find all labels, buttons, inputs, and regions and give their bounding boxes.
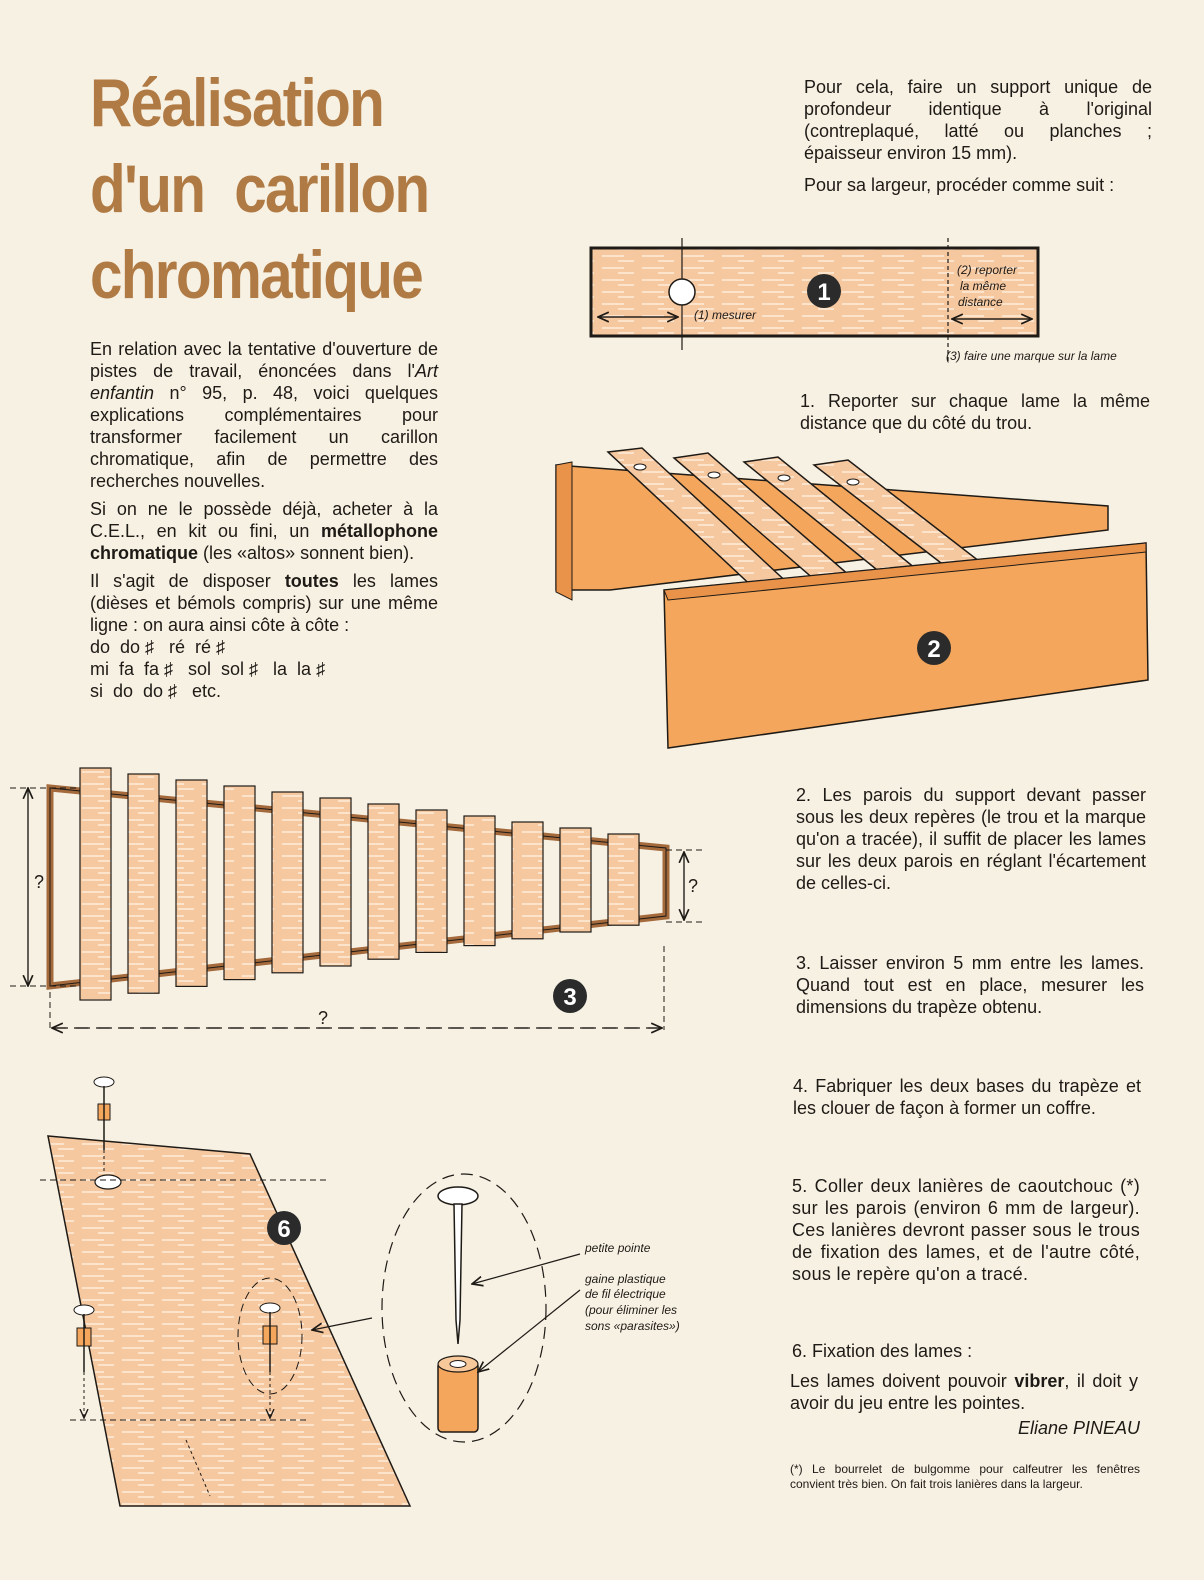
step-5: 5. Coller deux lanières de caoutchouc (*) sur les parois (environ 6 mm de largeur). Ces lanières devront passer sous le trous de fixation des lames, et de l'autre côté, sous le repère qu'on a tracé.: [792, 1176, 1140, 1284]
trapeze-bar: [512, 822, 543, 939]
badge-1-label: 1: [817, 279, 831, 306]
trapeze-bar: [320, 798, 351, 966]
height-question-left: ?: [34, 872, 45, 892]
figure-2-support: [556, 448, 1148, 748]
badge-3-label: 3: [563, 984, 577, 1011]
label-mark: (3) faire une marque sur la lame: [946, 349, 1117, 363]
back-wall-end: [556, 462, 572, 600]
label-report-3: distance: [958, 295, 1003, 309]
figure-6-fixation: [40, 1077, 680, 1506]
step-4: 4. Fabriquer les deux bases du trapèze et les clouer de façon à former un coffre.: [793, 1076, 1141, 1118]
arrow-pointe: [472, 1254, 580, 1284]
trapeze-bar: [560, 828, 591, 932]
notes-line-2: mi fa fa ♯ sol sol ♯ la la ♯: [90, 659, 326, 679]
trapeze-bar: [368, 804, 399, 959]
trapeze-bars: [80, 768, 639, 1000]
intro-paragraph-2: Si on ne le possède déjà, acheter à la C.E.L., en kit ou fini, un métallophone chromatique (les «altos» sonnent bien).: [90, 499, 438, 563]
notes-line-1: do do ♯ ré ré ♯: [90, 637, 226, 657]
title-line-1: Réalisation: [90, 65, 384, 141]
zoom-sleeve-hole: [450, 1361, 466, 1368]
width-question: ?: [318, 1008, 329, 1028]
bar-hole: [95, 1175, 121, 1189]
label-report-2: la même: [960, 279, 1007, 293]
badge-6-label: 6: [277, 1216, 291, 1243]
step-2: 2. Les parois du support devant passer sous les deux repères (le trou et la marque qu'on a tracée), il suffit de placer les lames sur les deux parois en réglant l'écartement de celles-ci.: [796, 785, 1146, 893]
figure-3-trapeze: [10, 768, 702, 1030]
trapeze-bar: [128, 774, 159, 993]
intro-paragraph-3: Il s'agit de disposer toutes les lames (dièses et bémols compris) sur une même ligne : on aura ainsi côte à côte :: [90, 571, 438, 635]
label-gaine-2: de fil électrique: [585, 1287, 666, 1301]
figure-1-bar: [591, 238, 1117, 363]
step-1: 1. Reporter sur chaque lame la même distance que du côté du trou.: [800, 391, 1150, 433]
trapeze-bar: [272, 792, 303, 973]
label-gaine-1: gaine plastique: [585, 1272, 666, 1286]
label-gaine-4: sons «parasites»): [585, 1319, 680, 1333]
trapeze-bar: [224, 786, 255, 980]
height-question-right: ?: [688, 876, 699, 896]
trapeze-bar: [464, 816, 495, 946]
title-line-3: chromatique: [90, 237, 423, 313]
label-report-1: (2) reporter: [957, 263, 1018, 277]
arrow-gaine: [478, 1290, 580, 1372]
trapeze-bar: [416, 810, 447, 952]
step-6-text: Les lames doivent pouvoir vibrer, il doit y avoir du jeu entre les pointes.: [790, 1371, 1139, 1413]
right-intro-paragraph-1: Pour cela, faire un support unique de profondeur identique à l'original (contreplaqué, latté ou planches ; épaisseur environ 15 mm).: [804, 77, 1152, 163]
zoom-nail-head: [438, 1187, 478, 1205]
step-6-title: 6. Fixation des lames :: [792, 1341, 973, 1361]
trapeze-bar: [608, 834, 639, 925]
trapeze-bar: [176, 780, 207, 986]
trapeze-bar: [80, 768, 111, 1000]
badge-2-label: 2: [927, 636, 941, 663]
label-measure: (1) mesurer: [694, 308, 757, 322]
intro-paragraph-1: En relation avec la tentative d'ouverture de pistes de travail, énoncées dans l'Art enfantin n° 95, p. 48, voici quelques explications complémentaires pour transformer facilement un carillon chromatique, afin de permettre des recherches nouvelles.: [90, 339, 438, 491]
label-pointe: petite pointe: [585, 1241, 651, 1255]
step-3: 3. Laisser environ 5 mm entre les lames. Quand tout est en place, mesurer les dimensions du trapèze obtenu.: [796, 953, 1144, 1017]
footnote: (*) Le bourrelet de bulgomme pour calfeutrer les fenêtres convient très bien. On fait trois lanières dans la largeur.: [790, 1462, 1140, 1491]
zoom-nail-shank: [454, 1204, 462, 1344]
label-gaine-3: (pour éliminer les: [585, 1303, 678, 1317]
signature: Eliane PINEAU: [1017, 1418, 1140, 1438]
hole-circle: [669, 279, 695, 305]
title-line-2: d'un carillon: [90, 151, 429, 227]
right-intro-paragraph-2: Pour sa largeur, procéder comme suit :: [804, 175, 1115, 195]
notes-line-3: si do do ♯ etc.: [90, 681, 222, 701]
